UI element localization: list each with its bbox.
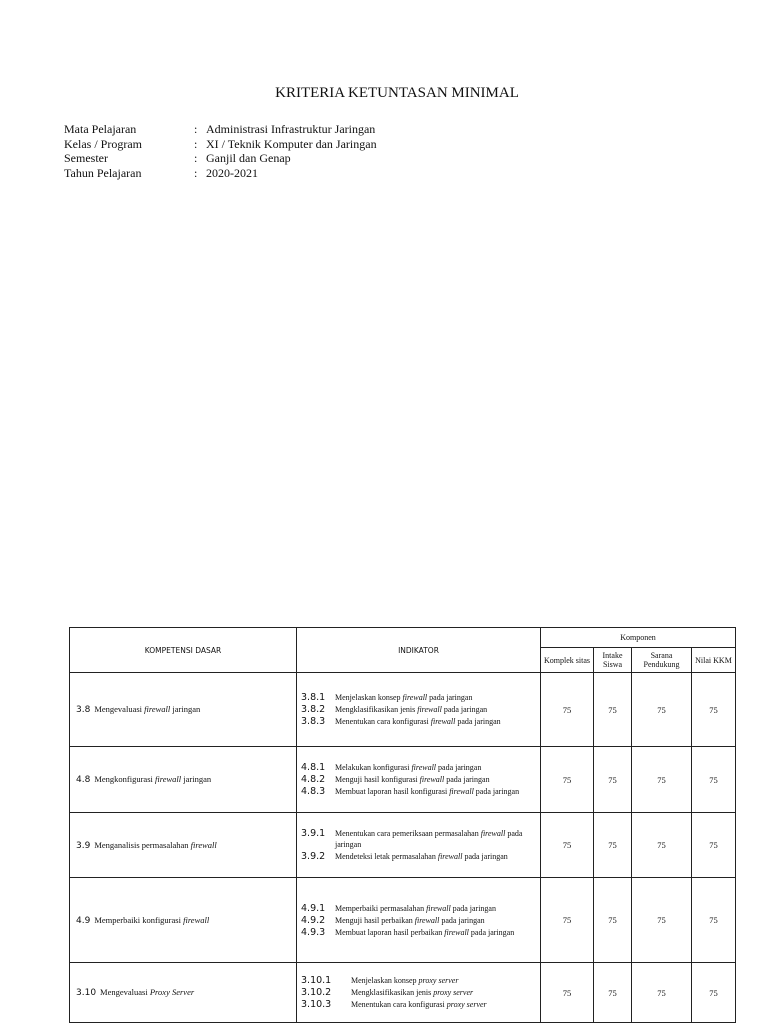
indicator-item	[301, 903, 536, 914]
info-value: Administrasi Infrastruktur Jaringan	[206, 122, 376, 136]
indicator-text	[335, 716, 501, 727]
indicator-text-pre: Menjelaskan konsep	[351, 976, 419, 985]
kd-text: Mengevaluasi	[94, 704, 145, 714]
kd-number: 3.9	[76, 840, 91, 851]
page-title: KRITERIA KETUNTASAN MINIMAL	[275, 85, 519, 101]
indicator-number: 3.8.2	[301, 704, 326, 715]
indicator-text-pre: Mendeteksi letak permasalahan	[335, 852, 438, 861]
indicator-text-post: pada jaringan	[439, 915, 485, 925]
indicator-term: firewall	[444, 927, 469, 937]
indicator-number: 3.10.1	[301, 975, 332, 986]
kd-number: 3.10	[76, 988, 97, 998]
kd-number: 4.8	[76, 775, 91, 785]
kd-text: Mengkonfigurasi	[94, 774, 155, 784]
indicator-cell	[297, 878, 541, 963]
indicator-text	[335, 774, 490, 785]
indicator-text-post: pada jaringan	[335, 829, 523, 849]
indicator-text-post: pada jaringan	[427, 693, 473, 702]
indicator-text-pre: Menjelaskan konsep	[335, 693, 403, 702]
kd-text: Menganalisis permasalahan	[94, 839, 191, 850]
sarana-value: 75	[632, 747, 692, 813]
indicator-text-post: pada jaringan	[450, 903, 496, 913]
table-row	[70, 673, 736, 747]
indicator-text-pre: Melakukan konfigurasi	[335, 763, 412, 772]
sarana-value: 75	[632, 813, 692, 878]
info-row-tahun	[64, 166, 377, 181]
indicator-term: firewall	[414, 915, 440, 925]
indicator-text-post: pada jaringan	[441, 705, 488, 714]
kd-term: firewall	[155, 774, 182, 784]
indicator-item	[301, 762, 536, 773]
indicator-term: firewall	[426, 903, 451, 913]
header-sarana: Sarana Pendukung	[632, 648, 692, 673]
indicator-term: proxy server	[418, 976, 459, 985]
indicator-text-pre: Menguji hasil konfigurasi	[335, 775, 420, 784]
indicator-term: firewall	[411, 763, 437, 772]
sarana-value: 75	[632, 673, 692, 747]
indicator-text-post: pada jaringan	[473, 787, 520, 796]
kd-term: Proxy Server	[149, 987, 195, 997]
indicator-cell	[297, 673, 541, 747]
kd-cell	[70, 813, 297, 878]
kd-text: Mengevaluasi	[100, 987, 150, 997]
nilai-kkm-value: 75	[692, 878, 736, 963]
sarana-value: 75	[632, 878, 692, 963]
header-nilai: Nilai KKM	[692, 648, 736, 673]
indicator-text	[335, 762, 481, 773]
indicator-term: firewall	[437, 852, 463, 861]
table-row	[70, 747, 736, 813]
indicator-text-post: pada jaringan	[455, 717, 501, 726]
sarana-value: 75	[632, 963, 692, 1023]
indicator-cell	[297, 747, 541, 813]
colon: :	[194, 165, 198, 180]
kd-term: firewall	[183, 914, 210, 925]
info-row-mapel	[64, 122, 377, 137]
indicator-item	[301, 786, 536, 797]
indicator-text	[351, 999, 487, 1010]
kd-cell	[70, 747, 297, 813]
indicator-text	[335, 851, 508, 862]
indicator-number: 4.8.1	[301, 762, 326, 773]
colon: :	[194, 151, 198, 165]
kompleksitas-value: 75	[541, 813, 594, 878]
indicator-number: 3.10.3	[301, 999, 332, 1010]
indicator-number: 4.8.3	[301, 786, 326, 797]
info-value: Ganjil dan Genap	[206, 151, 291, 165]
indicator-text-post: pada jaringan	[444, 775, 490, 784]
indicator-term: firewall	[480, 829, 506, 838]
indicator-number: 3.9.2	[301, 851, 326, 862]
info-label: Semester	[64, 151, 108, 165]
indicator-number: 3.10.2	[301, 987, 332, 998]
info-row-semester	[64, 151, 377, 166]
indicator-number: 3.9.1	[301, 828, 326, 839]
header-row	[70, 628, 736, 648]
kd-term: firewall	[190, 839, 217, 850]
nilai-kkm-value: 75	[692, 747, 736, 813]
indicator-term: firewall	[449, 787, 474, 796]
indicator-item	[301, 999, 536, 1010]
indicator-text-pre: Membuat laporan hasil perbaikan	[335, 927, 445, 937]
indicator-item	[301, 927, 536, 938]
indicator-text-pre: Memperbaiki permasalahan	[335, 903, 427, 913]
kd-cell	[70, 878, 297, 963]
indicator-text	[335, 828, 536, 850]
kompleksitas-value: 75	[541, 963, 594, 1023]
info-label: Mata Pelajaran	[64, 122, 137, 136]
indicator-text	[351, 975, 458, 986]
indicator-term: proxy server	[433, 988, 474, 997]
indicator-text-post: pada jaringan	[468, 927, 515, 937]
table-row	[70, 963, 736, 1023]
indicator-term: firewall	[419, 775, 445, 784]
kd-number: 4.9	[76, 915, 91, 926]
info-label: Tahun Pelajaran	[64, 165, 142, 180]
indicator-text-pre: Mengklasifikasikan jenis	[351, 988, 434, 997]
kd-text-post: jaringan	[170, 704, 201, 714]
kompleksitas-value: 75	[541, 747, 594, 813]
header-kompleksitas: Komplek sitas	[541, 648, 594, 673]
header-intake: Intake Siswa	[594, 648, 632, 673]
indicator-item	[301, 774, 536, 785]
indicator-item	[301, 692, 536, 703]
indicator-number: 3.8.3	[301, 716, 326, 727]
indicator-term: firewall	[402, 693, 428, 702]
indicator-term: firewall	[430, 717, 456, 726]
kompleksitas-value: 75	[541, 878, 594, 963]
kompleksitas-value: 75	[541, 673, 594, 747]
indicator-text	[351, 987, 473, 998]
kd-text: Memperbaiki konfigurasi	[94, 914, 184, 925]
nilai-kkm-value: 75	[692, 963, 736, 1023]
indicator-text	[335, 927, 514, 938]
intake-value: 75	[594, 747, 632, 813]
indicator-text	[335, 903, 496, 914]
info-value: 2020-2021	[206, 165, 258, 180]
indicator-cell	[297, 963, 541, 1023]
info-row-kelas	[64, 137, 377, 152]
indicator-number: 4.8.2	[301, 774, 326, 785]
indicator-text-pre: Menentukan cara konfigurasi	[351, 1000, 447, 1009]
indicator-text-pre: Mengklasifikasikan jenis	[335, 705, 418, 714]
kkm-table	[69, 627, 736, 1023]
indicator-term: firewall	[417, 705, 442, 714]
nilai-kkm-value: 75	[692, 673, 736, 747]
table-row	[70, 878, 736, 963]
header-kd: KOMPETENSI DASAR	[70, 628, 297, 673]
indicator-text	[335, 786, 519, 797]
indicator-item	[301, 851, 536, 862]
table-row	[70, 813, 736, 878]
indicator-cell	[297, 813, 541, 878]
indicator-number: 3.8.1	[301, 692, 326, 703]
intake-value: 75	[594, 673, 632, 747]
indicator-item	[301, 828, 536, 850]
header-komponen: Komponen	[541, 628, 736, 648]
kd-number: 3.8	[76, 705, 91, 715]
kd-term: firewall	[144, 704, 171, 714]
indicator-item	[301, 975, 536, 986]
colon: :	[194, 122, 198, 136]
indicator-item	[301, 716, 536, 727]
indicator-text-post: pada jaringan	[462, 852, 508, 861]
indicator-item	[301, 987, 536, 998]
info-block	[64, 122, 377, 180]
intake-value: 75	[594, 878, 632, 963]
indicator-item	[301, 915, 536, 926]
indicator-text	[335, 915, 485, 926]
indicator-text	[335, 692, 472, 703]
nilai-kkm-value: 75	[692, 813, 736, 878]
indicator-text-pre: Membuat laporan hasil konfigurasi	[335, 787, 450, 796]
indicator-text-pre: Menentukan cara pemeriksaan permasalahan	[335, 829, 481, 838]
indicator-text-pre: Menguji hasil perbaikan	[335, 915, 415, 925]
kd-cell	[70, 673, 297, 747]
info-label: Kelas / Program	[64, 136, 142, 151]
intake-value: 75	[594, 963, 632, 1023]
indicator-number: 4.9.2	[301, 914, 326, 926]
kd-text-post: jaringan	[181, 774, 212, 784]
indicator-number: 4.9.3	[301, 926, 326, 938]
indicator-item	[301, 704, 536, 715]
intake-value: 75	[594, 813, 632, 878]
kd-cell	[70, 963, 297, 1023]
indicator-text-pre: Menentukan cara konfigurasi	[335, 717, 431, 726]
colon: :	[194, 136, 198, 151]
info-value: XI / Teknik Komputer dan Jaringan	[206, 136, 377, 151]
indicator-number: 4.9.1	[301, 902, 326, 914]
indicator-term: proxy server	[446, 1000, 487, 1009]
header-indikator: INDIKATOR	[297, 628, 541, 673]
indicator-text	[335, 704, 487, 715]
indicator-text-post: pada jaringan	[436, 763, 482, 772]
